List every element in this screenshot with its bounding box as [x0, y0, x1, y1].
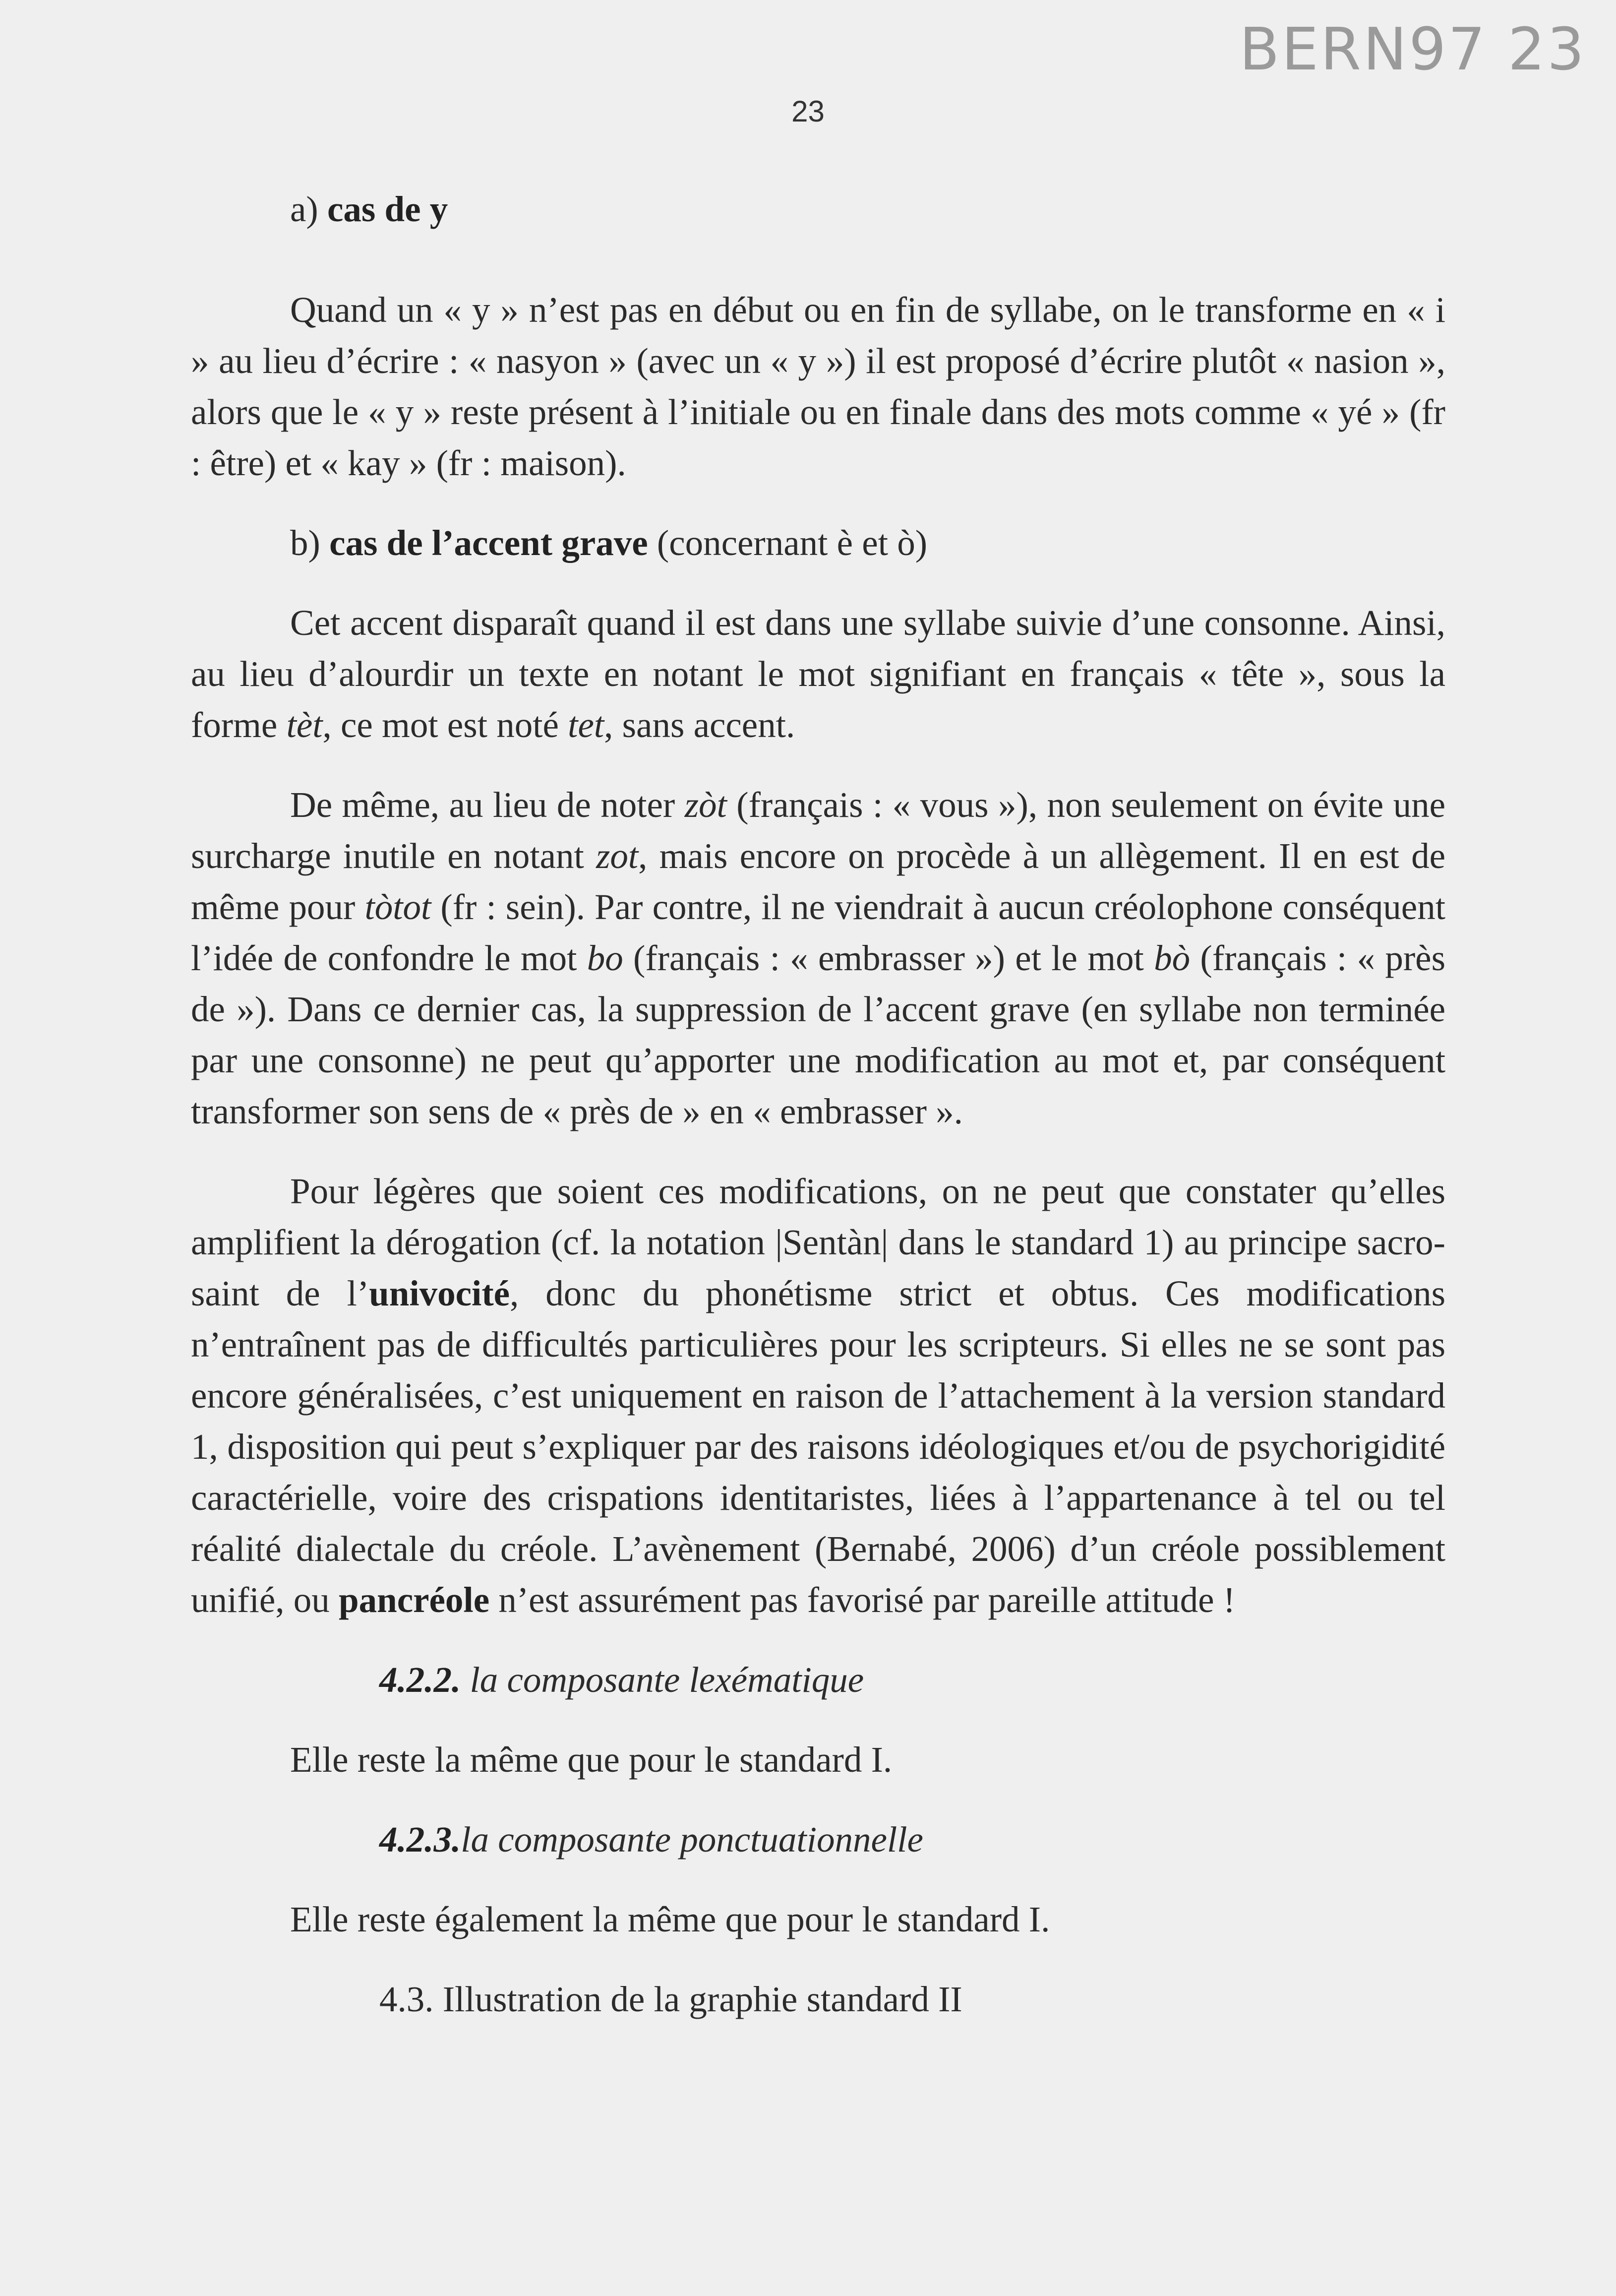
- document-body: [191, 184, 1445, 2025]
- paragraph-de-meme: De même, au lieu de noter zòt (français : « vous »), non seulement on évite une surcharge inutile en notant zot, mais encore on procède à un allègement. Il en est de même pour tòtot (fr : sein). Par contre, il ne viendrait à aucun créolophone conséquent l’idée de confondre le mot bo (français : « embrasser ») et le mot bò (français : « près de »). Dans ce dernier cas, la suppression de l’accent grave (en syllabe non terminée par une consonne) ne peut qu’apporter une modification au mot et, par conséquent transformer son sens de « près de » en « embrasser ».: [191, 785, 1445, 1131]
- heading-accent-grave: b) cas de l’accent grave (concernant è et ò): [290, 523, 928, 563]
- heading-4-2-3: 4.2.3.la composante ponctuationnelle: [379, 1819, 923, 1860]
- handwritten-margin-note: BERN97 23: [1239, 15, 1586, 83]
- paragraph-accent-disparait: Cet accent disparaît quand il est dans une syllabe suivie d’une consonne. Ainsi, au lieu d’alourdir un texte en notant le mot signifiant en français « tête », sous la forme tèt, ce mot est noté tet, sans accent.: [191, 603, 1445, 745]
- heading-4-2-2: 4.2.2. la composante lexématique: [379, 1660, 864, 1700]
- heading-cas-de-y: a) cas de y: [290, 189, 448, 229]
- heading-4-3: 4.3. Illustration de la graphie standard II: [379, 1979, 962, 2019]
- paragraph-cas-de-y: Quand un « y » n’est pas en début ou en fin de syllabe, on le transforme en « i » au lieu d’écrire : « nasyon » (avec un « y ») il est proposé d’écrire plutôt « nasion », alors que le « y » reste présent à l’initiale ou en finale dans des mots comme « yé » (fr : être) et « kay » (fr : maison).: [191, 290, 1445, 483]
- text-4-2-3: Elle reste également la même que pour le standard I.: [290, 1899, 1050, 1939]
- page-number: 23: [791, 95, 825, 128]
- paragraph-pour-legeres: Pour légères que soient ces modifications, on ne peut que constater qu’elles amplifient la dérogation (cf. la notation |Sentàn| dans le standard 1) au principe sacro-saint de l’univocité, donc du phonétisme strict et obtus. Ces modifications n’entraînent pas de difficultés particulières pour les scripteurs. Si elles ne se sont pas encore généralisées, c’est uniquement en raison de l’attachement à la version standard 1, disposition qui peut s’expliquer par des raisons idéologiques et/ou de psychorigidité caractérielle, voire des crispations identitaristes, liées à l’appartenance à tel ou tel réalité dialectale du créole. L’avènement (Bernabé, 2006) d’un créole possiblement unifié, ou pancréole n’est assurément pas favorisé par pareille attitude !: [191, 1171, 1445, 1620]
- text-4-2-2: Elle reste la même que pour le standard I.: [290, 1739, 893, 1780]
